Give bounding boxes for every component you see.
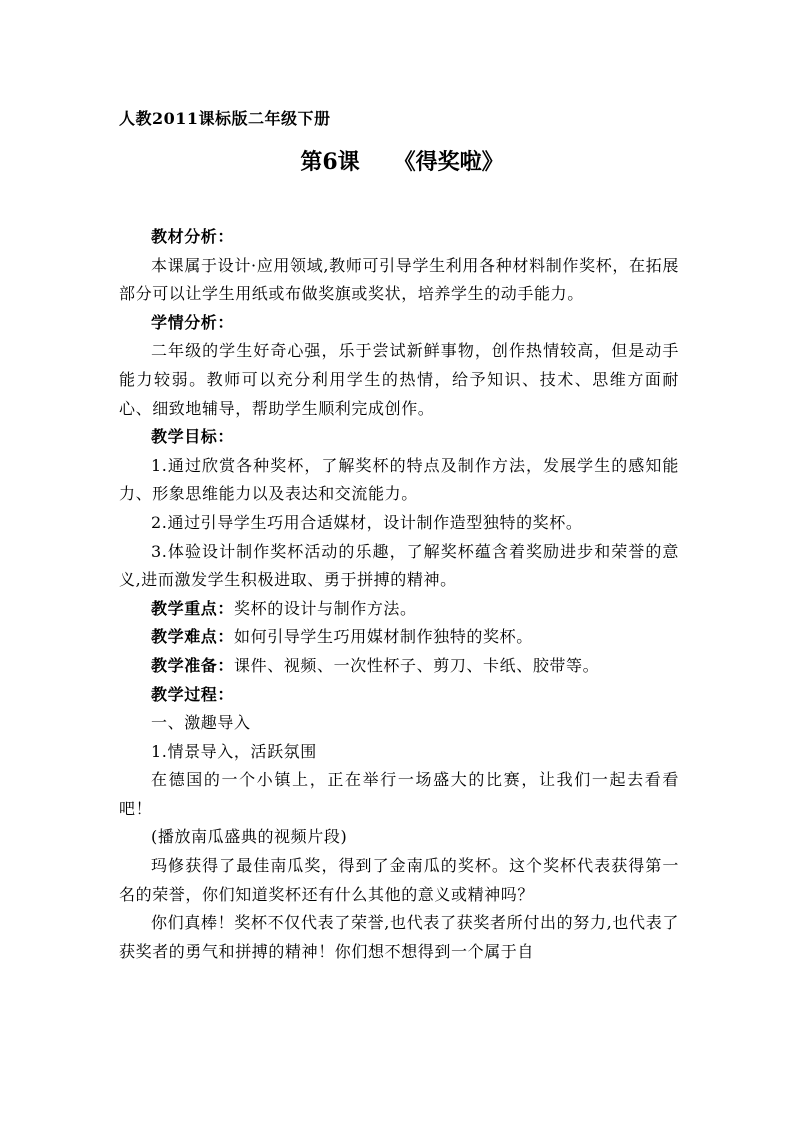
- goal-2: 2.通过引导学生巧用合适媒材，设计制作造型独特的奖杯。: [151, 512, 583, 532]
- goals-heading: 教学目标：: [151, 427, 235, 447]
- preparation-text: 课件、视频、一次性杯子、剪刀、卡纸、胶带等。: [234, 655, 600, 675]
- key-point: [119, 595, 679, 624]
- key-point-label: 教学重点：: [151, 598, 235, 618]
- difficulty-point: [119, 623, 679, 652]
- students-text: 二年级的学生好奇心强，乐于尝试新鲜事物，创作热情较高，但是动手能力较弱。教师可以充分利用学生的热情，给予知识、技术、思维方面耐心、细致地辅导，帮助学生顺利完成创作。: [119, 341, 679, 418]
- difficulty-label: 教学难点：: [151, 627, 235, 647]
- goal-1: 1.通过欣赏各种奖杯，了解奖杯的特点及制作方法，发展学生的感知能力、形象思维能力以及表达和交流能力。: [119, 455, 679, 504]
- paragraph-1: 在德国的一个小镇上，正在举行一场盛大的比赛，让我们一起去看看吧！: [119, 770, 679, 818]
- preparation-label: 教学准备：: [151, 655, 235, 675]
- students-heading: 学情分析：: [151, 312, 235, 332]
- paragraph-4: 你们真棒！奖杯不仅代表了荣誉,也代表了获奖者所付出的努力,也代表了获奖者的勇气和拼搏的精神！你们想不想得到一个属于自: [119, 913, 679, 961]
- analysis-text: 本课属于设计·应用领域,教师可引导学生利用各种材料制作奖杯，在拓展部分可以让学生用纸或布做奖旗或奖状，培养学生的动手能力。: [119, 255, 679, 304]
- document-body: [119, 223, 679, 966]
- document-header: 人教2011课标版二年级下册: [119, 109, 331, 128]
- step-1-1: 1.情景导入，活跃氛围: [151, 741, 317, 761]
- key-point-text: 奖杯的设计与制作方法。: [234, 598, 417, 618]
- paragraph-3: 玛修获得了最佳南瓜奖，得到了金南瓜的奖杯。这个奖杯代表获得第一名的荣誉，你们知道奖杯还有什么其他的意义或精神吗？: [119, 856, 679, 904]
- paragraph-2: (播放南瓜盛典的视频片段): [151, 827, 348, 847]
- analysis-heading: 教材分析：: [151, 227, 235, 246]
- preparation: [119, 652, 679, 681]
- lesson-title: [0, 145, 794, 176]
- lesson-name: 《得奖啦》: [393, 149, 504, 175]
- goal-3: 3.体验设计制作奖杯活动的乐趣，了解奖杯蕴含着奖励进步和荣誉的意义,进而激发学生积极进取、勇于拼搏的精神。: [119, 541, 679, 590]
- step-1: 一、激趣导入: [151, 713, 251, 733]
- process-heading: 教学过程：: [151, 684, 235, 704]
- lesson-number: 第6课: [300, 149, 360, 175]
- difficulty-text: 如何引导学生巧用媒材制作独特的奖杯。: [234, 627, 533, 647]
